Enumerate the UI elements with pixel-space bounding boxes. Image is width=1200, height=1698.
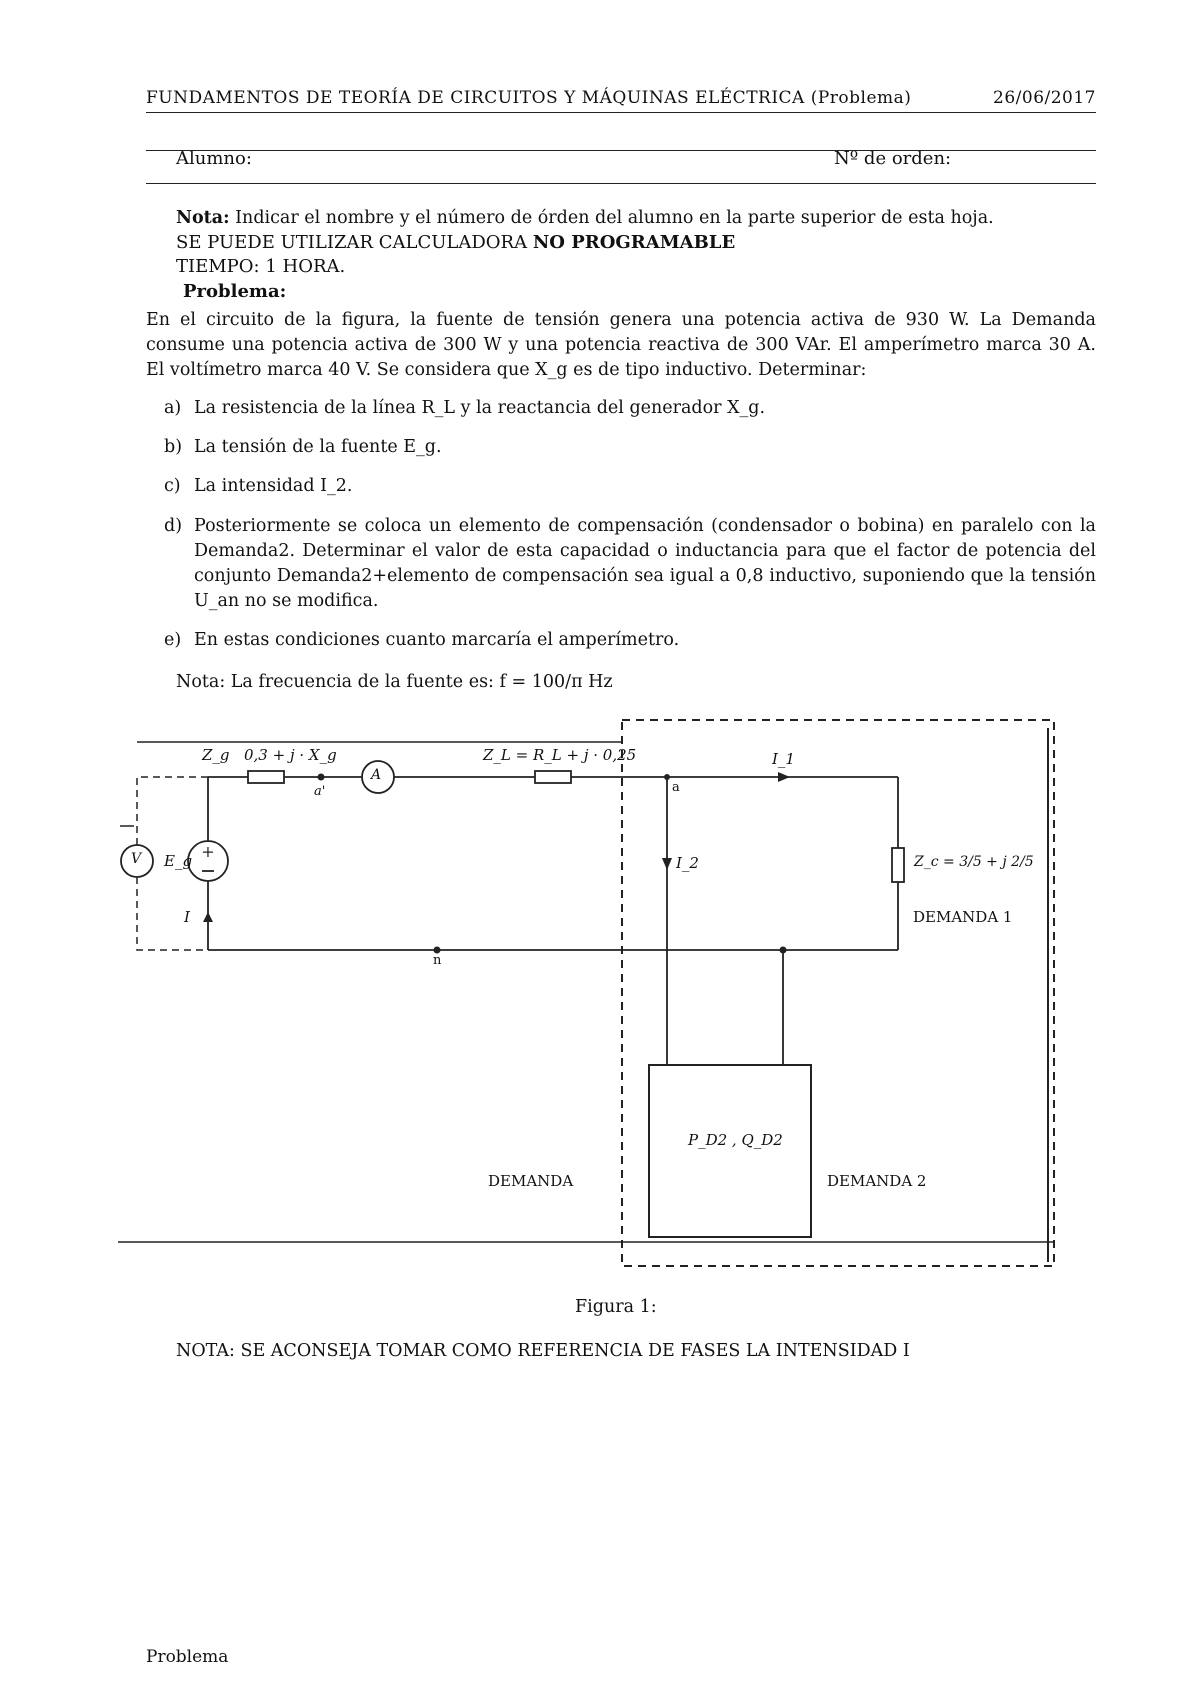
problem-label: Problema:: [183, 281, 287, 302]
student-name-label: Alumno:: [176, 148, 252, 169]
zl-resistor: [535, 771, 571, 783]
final-note: NOTA: SE ACONSEJA TOMAR COMO REFERENCIA DE FASES LA INTENSIDAD I: [176, 1341, 910, 1361]
question-b: b) La tensión de la fuente E_g.: [164, 437, 442, 457]
zl-label: Z_L = R_L + j · 0,25: [483, 746, 637, 764]
demanda1-label: DEMANDA 1: [913, 908, 1013, 926]
question-c: c) La intensidad I_2.: [164, 476, 353, 496]
node-a-prime-dot: [318, 774, 325, 781]
time-line: TIEMPO: 1 HORA.: [176, 256, 346, 277]
nota-text: Indicar el nombre y el número de órden del alumno en la parte superior de esta hoja.: [235, 208, 994, 228]
question-d: d) Posteriormente se coloca un elemento de compensación (condensador o bobina) en paralelo con la Demanda2. Determinar el valor de esta capacidad o inductancia para que el factor de potencia del conjunto Demanda2+elemento de compensación sea igual a 0,8 inductivo, suponiendo que la tensión U_an no se modifica.: [164, 516, 1096, 611]
calculator-prefix: SE PUEDE UTILIZAR CALCULADORA: [176, 232, 528, 253]
i-arrow: [203, 912, 213, 922]
page-footer: Problema: [146, 1647, 229, 1667]
zg-resistor: [248, 771, 284, 783]
demanda2-label: DEMANDA 2: [827, 1172, 927, 1190]
zg-label: Z_g: [202, 746, 230, 764]
current-i-label: I: [184, 908, 190, 926]
svg-text:+: +: [201, 842, 215, 861]
current-i1-label: I_1: [772, 750, 795, 768]
nota-label: Nota:: [176, 208, 230, 228]
node-a-label: a: [672, 780, 680, 795]
node-n-label: n: [433, 953, 442, 968]
load1-label: Z_c = 3/5 + j 2/5: [914, 854, 1034, 870]
current-i2-label: I_2: [676, 854, 699, 872]
voltmeter-label: V: [131, 851, 142, 867]
demanda2-box: [649, 1065, 811, 1237]
problem-statement: En el circuito de la figura, la fuente de tensión genera una potencia activa de 930 W. La Demanda consume una potencia activa de 300 W y una potencia reactiva de 300 VAr. El amperímetro marca 30 A. El voltímetro marca 40 V. Se considera que X_g es de tipo inductivo. Determinar:: [146, 310, 1096, 380]
source-label: E_g: [164, 852, 193, 870]
ammeter-label: A: [371, 767, 382, 783]
frequency-note: Nota: La frecuencia de la fuente es: f = 100/π Hz: [176, 672, 613, 692]
question-e: e) En estas condiciones cuanto marcaría el amperímetro.: [164, 630, 680, 650]
header-title: FUNDAMENTOS DE TEORÍA DE CIRCUITOS Y MÁQUINAS ELÉCTRICA (Problema): [146, 88, 912, 108]
demanda-label: DEMANDA: [488, 1172, 574, 1190]
header-date: 26/06/2017: [993, 88, 1096, 108]
calculator-bold: NO PROGRAMABLE: [532, 232, 736, 253]
zg-value: 0,3 + j · X_g: [244, 746, 337, 764]
figure-caption: Figura 1:: [575, 1297, 657, 1317]
node-a-prime-label: a': [314, 784, 326, 799]
order-number-label: Nº de orden:: [834, 148, 952, 169]
question-a: a) La resistencia de la línea R_L y la reactancia del generador X_g.: [164, 398, 766, 418]
load1-impedance: [892, 848, 904, 882]
i1-arrow: [778, 772, 790, 782]
i2-arrow: [662, 858, 672, 870]
demanda2-box-label: P_D2 , Q_D2: [688, 1131, 783, 1149]
